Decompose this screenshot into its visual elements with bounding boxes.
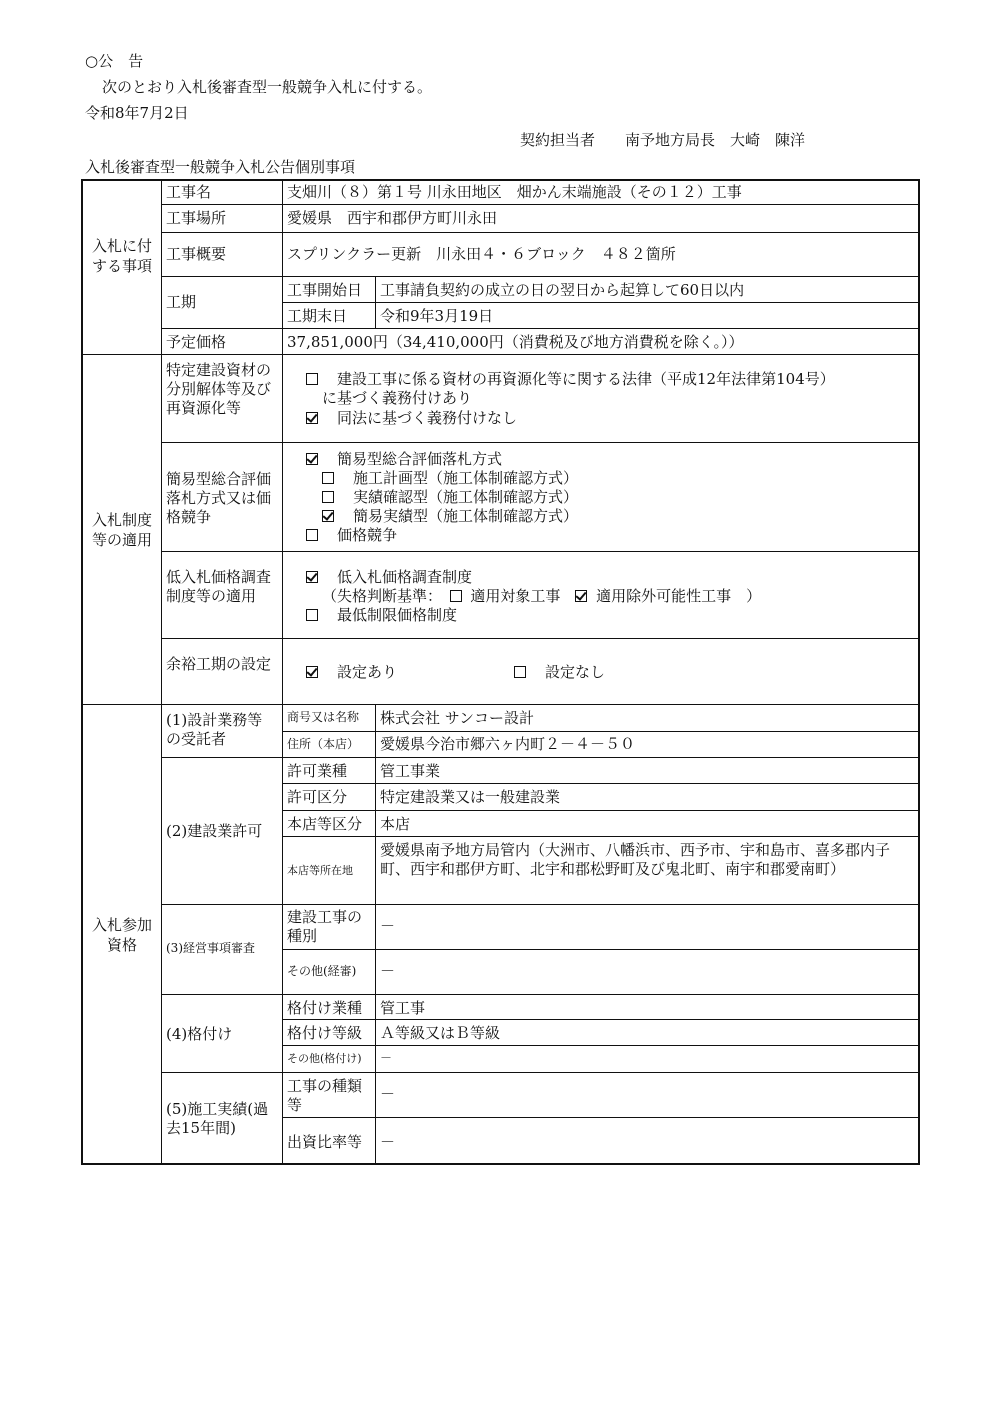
license-class-value: 特定建設業又は一般建設業 <box>380 788 561 806</box>
design-addr-label: 住所（本店） <box>287 737 360 751</box>
license-type-value: 管工事業 <box>380 762 441 780</box>
work-place-value: 愛媛県 西宇和郡伊方町川永田 <box>287 209 498 227</box>
spare-opt2-checkbox[interactable] <box>514 666 526 678</box>
recycling-opt2-checkbox[interactable] <box>306 412 318 424</box>
record-kind-label: 工事の種類等 <box>287 1077 363 1114</box>
sec2-label: 入札制度等の適用 <box>91 511 152 549</box>
license-class-label: 許可区分 <box>287 788 348 806</box>
eval-sub1-text: 施工計画型（施工体制確認方式） <box>353 469 579 487</box>
review-kind-label: 建設工事の種別 <box>287 908 363 945</box>
rank-label: (4)格付け <box>166 1025 233 1043</box>
design-label: (1)設計業務等の受託者 <box>166 711 263 748</box>
sec1-label: 入札に付する事項 <box>91 237 152 275</box>
recycling-opt1-checkbox[interactable] <box>306 373 318 385</box>
low-opt1-text: 低入札価格調査制度 <box>337 568 473 586</box>
recycling-opt1-line2: に基づく義務付けあり <box>322 389 473 407</box>
record-ratio-label: 出資比率等 <box>287 1133 363 1151</box>
eval-sub3-text: 簡易実績型（施工体制確認方式） <box>353 507 579 525</box>
spare-opt1-checkbox[interactable] <box>306 666 318 678</box>
recycling-label: 特定建設資材の分別解体等及び再資源化等 <box>166 361 272 417</box>
rank-grade-value: Ａ等級又はＢ等級 <box>380 1024 501 1042</box>
review-label: (3)経営事項審査 <box>166 941 255 955</box>
eval-sub2-text: 実績確認型（施工体制確認方式） <box>353 488 579 506</box>
eval-sub3-checkbox[interactable] <box>322 510 334 522</box>
eval-price-text: 価格競争 <box>337 526 398 544</box>
record-label: (5)施工実績(過去15年間) <box>166 1100 269 1137</box>
low-opt1-checkbox[interactable] <box>306 571 318 583</box>
low-opt2-checkbox[interactable] <box>306 609 318 621</box>
rank-type-value: 管工事 <box>380 999 426 1017</box>
design-addr-value: 愛媛県今治市郷六ヶ内町２－４－５０ <box>380 735 636 753</box>
low-crit-a-text: 適用対象工事 <box>470 587 561 605</box>
low-criteria <box>322 587 761 605</box>
eval-sub1-checkbox[interactable] <box>322 472 334 484</box>
spare-opt2 <box>514 663 605 681</box>
license-office-label: 本店等区分 <box>287 815 363 833</box>
design-name-label: 商号又は名称 <box>287 710 360 724</box>
spare-opt1-text: 設定あり <box>337 663 398 681</box>
signatory: 契約担当者 南予地方局長 大崎 陳洋 <box>520 131 806 149</box>
row-label-price: 予定価格 <box>166 333 227 351</box>
recycling-opt2-text: 同法に基づく義務付けなし <box>337 409 518 427</box>
license-loc-label: 本店等所在地 <box>287 864 353 877</box>
review-other-label: その他(経審) <box>287 964 357 978</box>
price-value: 37,851,000円（34,410,000円（消費税及び地方消費税を除く。）） <box>287 333 744 351</box>
rank-type-label: 格付け業種 <box>287 999 363 1017</box>
notice-date: 令和8年7月2日 <box>85 104 189 122</box>
term-start-value: 工事請負契約の成立の日の翌日から起算して60日以内 <box>380 281 745 299</box>
term-start-label: 工事開始日 <box>287 281 363 299</box>
term-end-value: 令和9年3月19日 <box>380 307 494 325</box>
spare-opt2-text: 設定なし <box>545 663 606 681</box>
table-title: 入札後審査型一般競争入札公告個別事項 <box>85 158 356 176</box>
low-crit-b-text: 適用除外可能性工事 <box>596 587 732 605</box>
recycling-opt1 <box>306 370 835 388</box>
term-end-label: 工期末日 <box>287 307 348 325</box>
eval-price <box>306 526 397 544</box>
low-crit-a-checkbox[interactable] <box>450 590 462 602</box>
license-office-value: 本店 <box>380 815 411 833</box>
recycling-opt2 <box>306 409 517 427</box>
review-kind-value: － <box>380 917 396 935</box>
eval-sub2-checkbox[interactable] <box>322 491 334 503</box>
license-type-label: 許可業種 <box>287 762 348 780</box>
recycling-opt1-text: 建設工事に係る資材の再資源化等に関する法律（平成12年法律第104号） <box>337 370 835 388</box>
license-loc-value: 愛媛県南予地方局管内（大洲市、八幡浜市、西予市、宇和島市、喜多郡内子町、西宇和郡伊方町、北宇和郡松野町及び鬼北町、南宇和郡愛南町） <box>380 841 891 878</box>
notice-mark: ○公 告 <box>85 52 144 70</box>
eval-sub3 <box>322 507 578 525</box>
review-other-value: － <box>380 962 396 980</box>
low-criteria-prefix: （失格判断基準： <box>322 587 435 605</box>
row-label-work-name: 工事名 <box>166 183 212 201</box>
rank-other-label: その他(格付け) <box>287 1052 362 1065</box>
eval-main <box>306 450 502 468</box>
spare-opt1 <box>306 663 397 681</box>
rank-grade-label: 格付け等級 <box>287 1024 363 1042</box>
row-label-work-place: 工事場所 <box>166 209 227 227</box>
spare-label: 余裕工期の設定 <box>166 655 272 673</box>
sec3-label: 入札参加資格 <box>91 916 152 954</box>
eval-main-checkbox[interactable] <box>306 453 318 465</box>
eval-sub2 <box>322 488 578 506</box>
evaluation-label: 簡易型総合評価落札方式又は価格競争 <box>166 470 272 526</box>
intro-text: 次のとおり入札後審査型一般競争入札に付する。 <box>102 78 433 96</box>
work-summary-value: スプリンクラー更新 川永田４・６ブロック ４８２箇所 <box>287 245 676 263</box>
license-label: (2)建設業許可 <box>166 822 263 840</box>
design-name-value: 株式会社 サンコー設計 <box>380 709 535 727</box>
work-name-value: 支畑川（８）第１号 川永田地区 畑かん末端施設（その１２）工事 <box>287 183 742 201</box>
low-crit-b-checkbox[interactable] <box>575 590 587 602</box>
low-criteria-suffix: ） <box>746 587 762 605</box>
eval-sub1 <box>322 469 578 487</box>
record-kind-value: － <box>380 1085 396 1103</box>
record-ratio-value: － <box>380 1133 396 1151</box>
low-opt1 <box>306 568 472 586</box>
rank-other-value: － <box>380 1051 393 1065</box>
row-label-term: 工期 <box>166 293 197 311</box>
low-opt2 <box>306 606 457 624</box>
row-label-work-summary: 工事概要 <box>166 245 227 263</box>
eval-main-text: 簡易型総合評価落札方式 <box>337 450 503 468</box>
eval-price-checkbox[interactable] <box>306 529 318 541</box>
low-bid-label: 低入札価格調査制度等の適用 <box>166 568 272 605</box>
low-opt2-text: 最低制限価格制度 <box>337 606 458 624</box>
